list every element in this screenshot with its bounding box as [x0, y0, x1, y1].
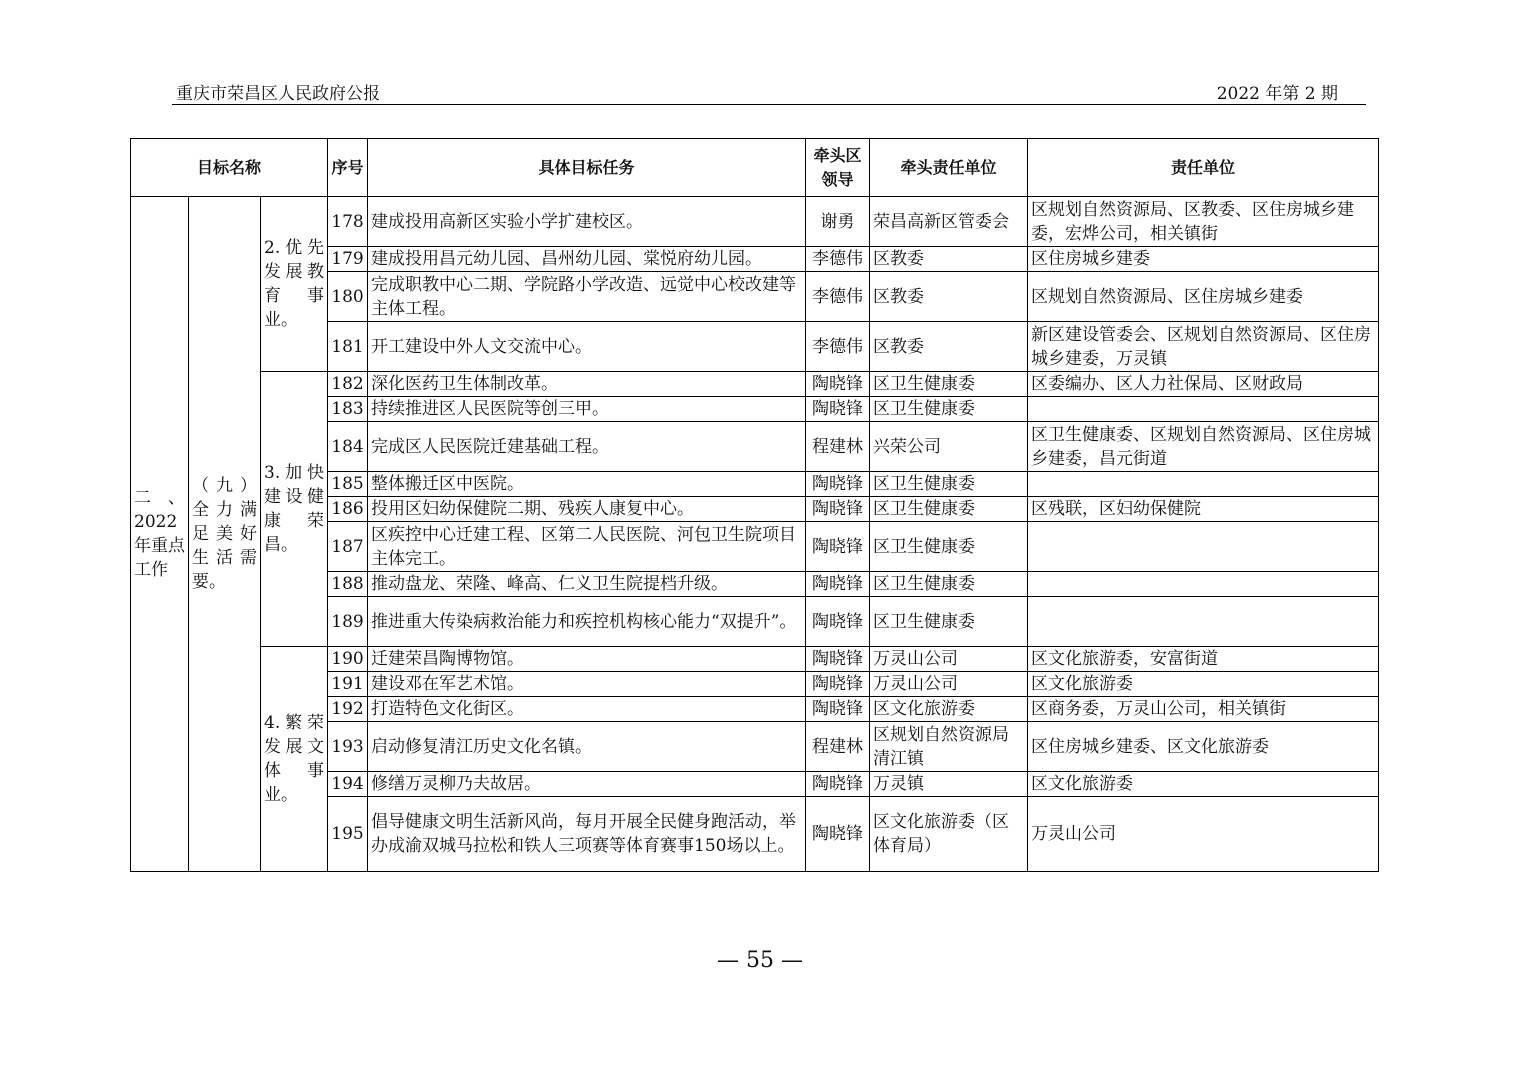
group-cell: 2.优先发展教育事业。: [261, 197, 328, 372]
lead-unit-cell: 万灵山公司: [870, 672, 1028, 697]
seq-cell: 194: [328, 772, 368, 797]
task-cell: 整体搬迁区中医院。: [368, 472, 806, 497]
target-task-table: [130, 138, 1379, 872]
resp-unit-cell: 区文化旅游委: [1028, 772, 1379, 797]
lead-unit-cell: 区卫生健康委: [870, 497, 1028, 522]
resp-unit-cell: 万灵山公司: [1028, 797, 1379, 872]
leader-cell: 陶晓锋: [806, 647, 870, 672]
task-cell: 持续推进区人民医院等创三甲。: [368, 397, 806, 422]
resp-unit-cell: 区文化旅游委: [1028, 672, 1379, 697]
lead-unit-cell: 区卫生健康委: [870, 597, 1028, 647]
seq-cell: 181: [328, 322, 368, 372]
col-header-target-name: 目标名称: [131, 139, 328, 197]
leader-cell: 程建林: [806, 722, 870, 772]
lead-unit-cell: 区文化旅游委: [870, 697, 1028, 722]
col-header-lead-unit: 牵头责任单位: [870, 139, 1028, 197]
task-cell: 建成投用高新区实验小学扩建校区。: [368, 197, 806, 247]
resp-unit-cell: 区住房城乡建委、区文化旅游委: [1028, 722, 1379, 772]
resp-unit-cell: 区规划自然资源局、区教委、区住房城乡建委，宏烨公司，相关镇街: [1028, 197, 1379, 247]
seq-cell: 186: [328, 497, 368, 522]
leader-cell: 陶晓锋: [806, 522, 870, 572]
task-cell: 推进重大传染病救治能力和疾控机构核心能力“双提升”。: [368, 597, 806, 647]
table-row: [131, 197, 1379, 247]
resp-unit-cell: 区残联，区妇幼保健院: [1028, 497, 1379, 522]
task-cell: 启动修复清江历史文化名镇。: [368, 722, 806, 772]
task-cell: 深化医药卫生体制改革。: [368, 372, 806, 397]
leader-cell: 李德伟: [806, 272, 870, 322]
leader-cell: 陶晓锋: [806, 372, 870, 397]
seq-cell: 178: [328, 197, 368, 247]
lead-unit-cell: 区卫生健康委: [870, 372, 1028, 397]
task-cell: 建设邓在军艺术馆。: [368, 672, 806, 697]
lead-unit-cell: 区卫生健康委: [870, 472, 1028, 497]
col-header-resp-unit: 责任单位: [1028, 139, 1379, 197]
lead-unit-cell: 区文化旅游委（区体育局）: [870, 797, 1028, 872]
task-cell: 投用区妇幼保健院二期、残疾人康复中心。: [368, 497, 806, 522]
leader-cell: 谢勇: [806, 197, 870, 247]
col-header-leader: 牵头区领导: [806, 139, 870, 197]
resp-unit-cell: 区商务委，万灵山公司，相关镇街: [1028, 697, 1379, 722]
seq-cell: 190: [328, 647, 368, 672]
lead-unit-cell: 区规划自然资源局清江镇: [870, 722, 1028, 772]
seq-cell: 195: [328, 797, 368, 872]
seq-cell: 191: [328, 672, 368, 697]
resp-unit-cell: 区住房城乡建委: [1028, 247, 1379, 272]
leader-cell: 陶晓锋: [806, 397, 870, 422]
lead-unit-cell: 兴荣公司: [870, 422, 1028, 472]
level2-cell: （九）全力满足美好生活需要。: [189, 197, 261, 872]
leader-cell: 陶晓锋: [806, 472, 870, 497]
resp-unit-cell: [1028, 397, 1379, 422]
task-cell: 打造特色文化街区。: [368, 697, 806, 722]
task-cell: 推动盘龙、荣隆、峰高、仁义卫生院提档升级。: [368, 572, 806, 597]
lead-unit-cell: 区教委: [870, 272, 1028, 322]
lead-unit-cell: 区卫生健康委: [870, 572, 1028, 597]
leader-cell: 陶晓锋: [806, 697, 870, 722]
resp-unit-cell: [1028, 472, 1379, 497]
task-cell: 倡导健康文明生活新风尚，每月开展全民健身跑活动，举办成渝双城马拉松和铁人三项赛等体育赛事150场以上。: [368, 797, 806, 872]
task-cell: 完成区人民医院迁建基础工程。: [368, 422, 806, 472]
resp-unit-cell: [1028, 572, 1379, 597]
seq-cell: 193: [328, 722, 368, 772]
lead-unit-cell: 荣昌高新区管委会: [870, 197, 1028, 247]
col-header-task: 具体目标任务: [368, 139, 806, 197]
leader-cell: 李德伟: [806, 247, 870, 272]
resp-unit-cell: 区文化旅游委，安富街道: [1028, 647, 1379, 672]
group-cell: 4.繁荣发展文体事业。: [261, 647, 328, 872]
seq-cell: 184: [328, 422, 368, 472]
task-cell: 完成职教中心二期、学院路小学改造、远觉中心校改建等主体工程。: [368, 272, 806, 322]
page-header: [172, 78, 1366, 105]
level1-cell: 二、2022年重点工作: [131, 197, 189, 872]
gazette-title: 重庆市荣昌区人民政府公报: [176, 84, 380, 104]
table-row: [131, 647, 1379, 672]
seq-cell: 188: [328, 572, 368, 597]
leader-cell: 陶晓锋: [806, 672, 870, 697]
resp-unit-cell: 区委编办、区人力社保局、区财政局: [1028, 372, 1379, 397]
seq-cell: 192: [328, 697, 368, 722]
task-cell: 迁建荣昌陶博物馆。: [368, 647, 806, 672]
seq-cell: 187: [328, 522, 368, 572]
group-cell: 3.加快建设健康荣昌。: [261, 372, 328, 647]
lead-unit-cell: 区卫生健康委: [870, 397, 1028, 422]
lead-unit-cell: 区卫生健康委: [870, 522, 1028, 572]
leader-cell: 陶晓锋: [806, 772, 870, 797]
seq-cell: 185: [328, 472, 368, 497]
table-row: [131, 372, 1379, 397]
leader-cell: 陶晓锋: [806, 597, 870, 647]
leader-cell: 陶晓锋: [806, 797, 870, 872]
leader-cell: 程建林: [806, 422, 870, 472]
col-header-seq: 序号: [328, 139, 368, 197]
task-cell: 修缮万灵柳乃夫故居。: [368, 772, 806, 797]
resp-unit-cell: 区卫生健康委、区规划自然资源局、区住房城乡建委，昌元街道: [1028, 422, 1379, 472]
seq-cell: 183: [328, 397, 368, 422]
task-cell: 开工建设中外人文交流中心。: [368, 322, 806, 372]
seq-cell: 179: [328, 247, 368, 272]
resp-unit-cell: [1028, 522, 1379, 572]
leader-cell: 李德伟: [806, 322, 870, 372]
seq-cell: 182: [328, 372, 368, 397]
page-number: — 55 —: [717, 948, 803, 973]
table-header-row: [131, 139, 1379, 197]
lead-unit-cell: 区教委: [870, 247, 1028, 272]
lead-unit-cell: 区教委: [870, 322, 1028, 372]
seq-cell: 189: [328, 597, 368, 647]
lead-unit-cell: 万灵山公司: [870, 647, 1028, 672]
leader-cell: 陶晓锋: [806, 572, 870, 597]
resp-unit-cell: 新区建设管委会、区规划自然资源局、区住房城乡建委，万灵镇: [1028, 322, 1379, 372]
lead-unit-cell: 万灵镇: [870, 772, 1028, 797]
resp-unit-cell: 区规划自然资源局、区住房城乡建委: [1028, 272, 1379, 322]
resp-unit-cell: [1028, 597, 1379, 647]
leader-cell: 陶晓锋: [806, 497, 870, 522]
issue-number: 2022 年第 2 期: [1216, 84, 1338, 104]
seq-cell: 180: [328, 272, 368, 322]
task-cell: 建成投用昌元幼儿园、昌州幼儿园、棠悦府幼儿园。: [368, 247, 806, 272]
task-cell: 区疾控中心迁建工程、区第二人民医院、河包卫生院项目主体完工。: [368, 522, 806, 572]
